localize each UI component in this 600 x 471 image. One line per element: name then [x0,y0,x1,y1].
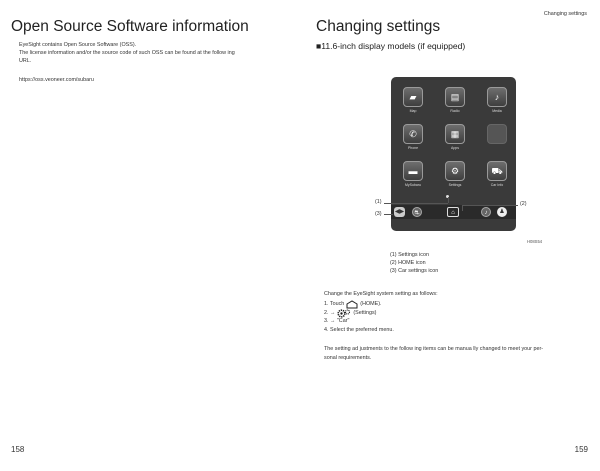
oss-paragraph-line-3: URL. [19,58,32,64]
left-page-title: Open Source Software information [11,18,249,35]
right-page-title: Changing settings [316,18,441,35]
audio-source-icon[interactable]: ◀▶ [394,209,405,215]
callout-line-2 [462,205,518,206]
screen-app-label: Apps [451,146,459,150]
step-4: 4. Select the preferred menu. [324,327,394,333]
apps-icon: ▦ [445,124,465,144]
map-icon: ▰ [403,87,423,107]
display-model-subtitle: ■11.6-inch display models (if equipped) [316,41,466,51]
legend-item-2: (2) HOME icon [390,260,426,266]
gear-icon: ⚙ [445,161,465,181]
screen-app-label: Phone [407,146,419,150]
oss-paragraph-line-1: EyeSight contains Open Source Software (OSS). [19,42,137,48]
screen-app-0[interactable] [401,87,425,113]
screen-app-label: Media [492,109,502,113]
display-screen-figure [391,77,516,231]
step-2-suffix: (Settings) [353,310,377,316]
screen-app-5[interactable] [485,124,509,146]
screen-bottom-bar [391,205,516,219]
step-2 [324,309,376,318]
page-number-right: 159 [574,445,588,454]
note-line-1: The setting ad justments to the follow ing items can be manua lly changed to meet your per- [324,346,544,352]
phone-icon: ✆ [403,124,423,144]
steps-intro: Change the EyeSight system setting as follows: [324,291,438,297]
disabled-app-icon [487,124,507,144]
screen-app-1[interactable] [443,87,467,113]
screen-app-label: Car Info [490,183,504,187]
callout-line-1 [384,203,448,204]
step-3: 3. → "Car" [324,318,350,324]
callout-line-1-vertical [448,197,449,203]
user-icon[interactable]: ♟ [497,207,507,217]
home-outline-icon [346,300,358,309]
page-number-left: 158 [11,445,25,454]
screen-app-2[interactable] [485,87,509,113]
running-header: Changing settings [543,11,587,17]
callout-label-1: (1) [375,199,382,205]
step-2-prefix: 2. → [324,310,336,316]
screen-app-label: Map [409,109,417,113]
step-1-prefix: 1. Touch [324,301,345,307]
home-icon[interactable]: ⌂ [447,207,459,217]
legend-item-3: (3) Car settings icon [390,268,439,274]
screen-app-6[interactable] [401,161,425,187]
screen-app-7[interactable] [443,161,467,187]
oss-paragraph-line-2: The license information and/or the source code of such OSS can be found at the follow ing [19,50,235,56]
step-1-suffix: (HOME). [360,301,382,307]
radio-icon: ▤ [445,87,465,107]
music-icon: ♪ [487,87,507,107]
callout-line-3 [384,214,393,215]
screen-app-label: Settings [448,183,462,187]
callout-label-3: (3) [375,211,382,217]
callout-line-2-vertical [462,205,463,211]
mysubaru-icon: ▬ [403,161,423,181]
legend-item-1: (1) Settings icon [390,252,429,258]
screen-app-4[interactable] [443,124,467,150]
screen-app-label: MySubaru [405,183,421,187]
car-info-icon: ⛟ [487,161,507,181]
figure-code: H08S54 [527,239,543,244]
oss-url-link[interactable]: https://oss.veoneer.com/subaru [19,77,94,83]
settings-gears-icon [337,309,351,318]
screen-app-8[interactable] [485,161,509,187]
callout-label-2: (2) [520,201,527,207]
screen-app-label: Radio [450,109,460,113]
step-1 [324,300,382,309]
sound-icon[interactable]: ♪ [481,207,491,217]
screen-app-3[interactable] [401,124,425,150]
note-line-2: sonal requirements. [324,355,372,361]
car-settings-icon[interactable]: ⛐ [412,207,422,217]
